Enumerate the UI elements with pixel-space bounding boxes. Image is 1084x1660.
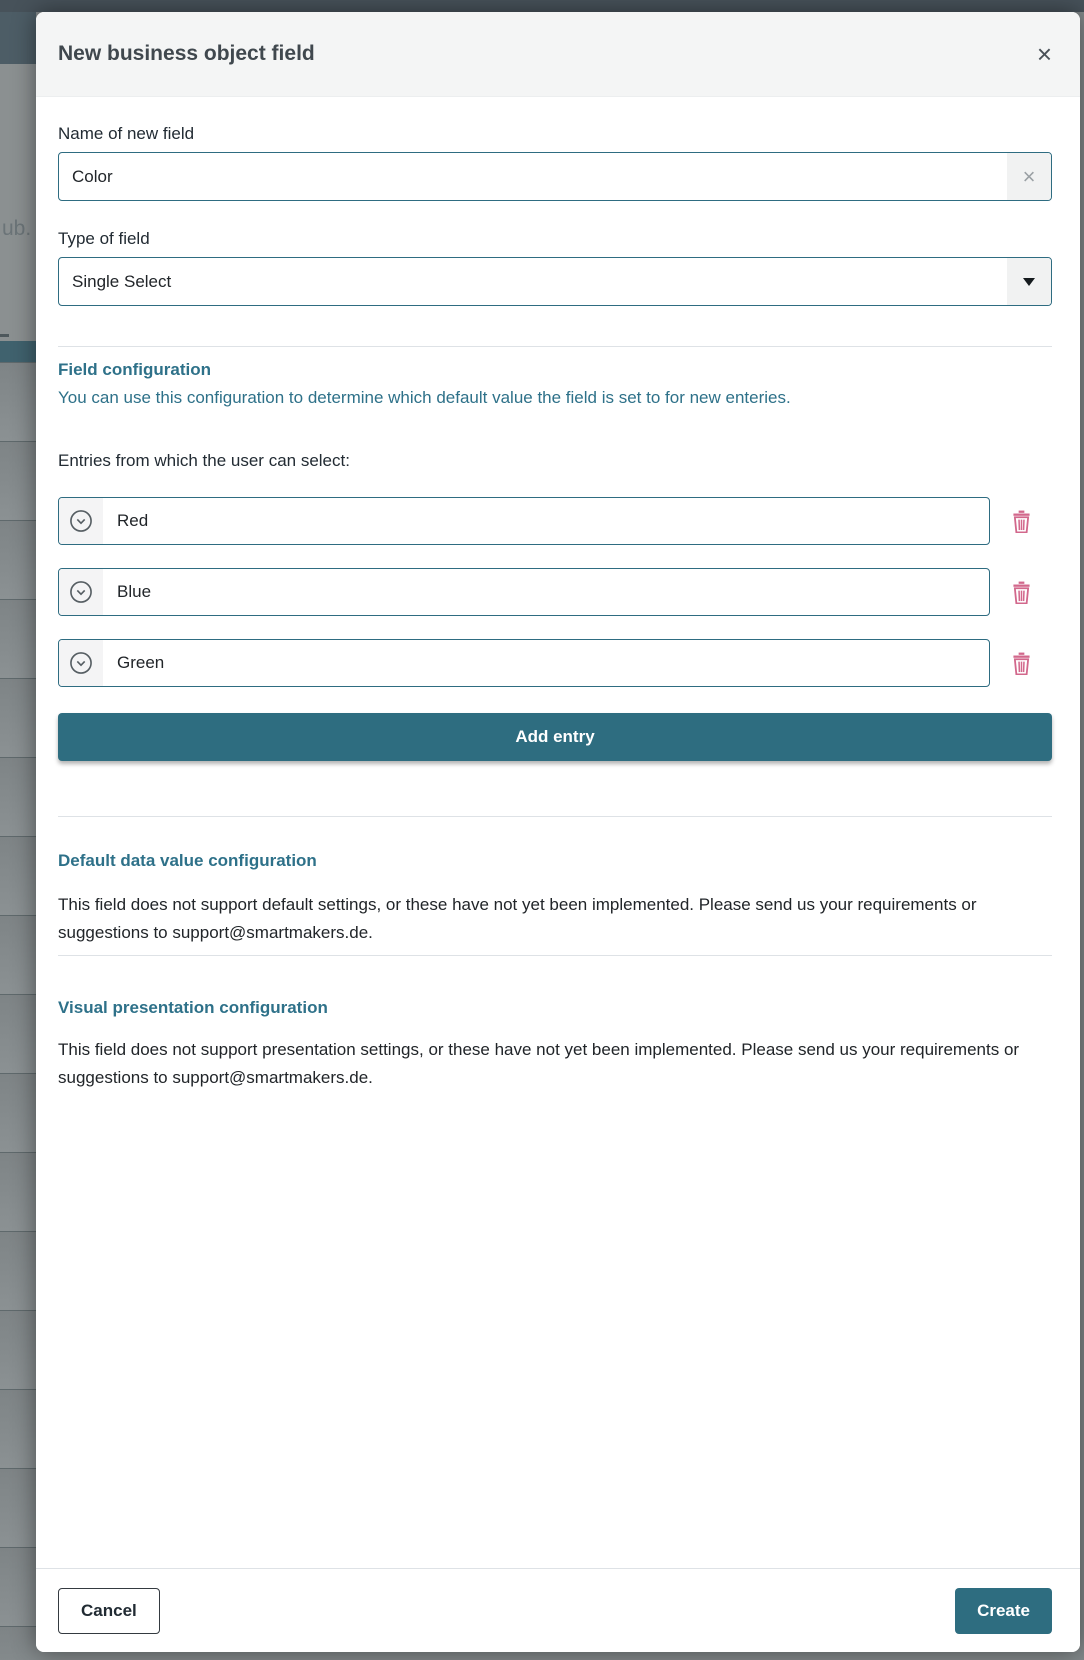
chevron-circle-icon [68, 650, 94, 676]
select-caret-area[interactable] [1007, 258, 1051, 305]
chevron-circle-icon [68, 508, 94, 534]
trash-icon [1012, 652, 1031, 675]
section-divider [58, 955, 1052, 956]
cancel-button[interactable]: Cancel [58, 1588, 160, 1634]
type-field-label: Type of field [58, 229, 150, 248]
entry-drag-addon[interactable] [59, 640, 103, 686]
entries-label: Entries from which the user can select: [58, 451, 350, 470]
create-button[interactable]: Create [955, 1588, 1052, 1634]
section-divider [58, 346, 1052, 347]
entry-row [58, 639, 1052, 687]
type-selected-value: Single Select [72, 271, 172, 291]
entry-row [58, 568, 1052, 616]
field-configuration-heading: Field configuration [58, 360, 211, 379]
clear-name-button[interactable] [1007, 153, 1051, 200]
delete-entry-button[interactable] [990, 510, 1052, 533]
delete-entry-button[interactable] [990, 652, 1052, 675]
entry-field [58, 639, 990, 687]
name-field [58, 152, 1052, 201]
visual-config-heading: Visual presentation configuration [58, 998, 328, 1017]
dialog-title: New business object field [58, 42, 315, 65]
name-input[interactable] [59, 153, 1007, 200]
dialog-footer [36, 1568, 1080, 1652]
background-left-column [0, 12, 36, 1660]
entry-field [58, 497, 990, 545]
background-partial-text: ub. [2, 217, 32, 240]
new-business-object-field-dialog [36, 12, 1080, 1652]
background-table-rows [0, 362, 36, 1660]
visual-config-description: This field does not support presentation settings, or these have not yet been implemented. Please send us your requirements or suggestions to support@smartmakers.de. [58, 1040, 1020, 1087]
background-dash [0, 334, 9, 337]
chevron-down-icon [1023, 278, 1035, 286]
background-header-band [0, 12, 36, 64]
section-divider [58, 816, 1052, 817]
chevron-circle-icon [68, 579, 94, 605]
type-of-field-select[interactable] [58, 257, 1052, 306]
entry-field [58, 568, 990, 616]
name-field-label: Name of new field [58, 124, 195, 143]
trash-icon [1012, 581, 1031, 604]
field-configuration-description: You can use this configuration to determine which default value the field is set to for new enteries. [58, 388, 791, 407]
default-config-heading: Default data value configuration [58, 851, 317, 870]
entry-drag-addon[interactable] [59, 498, 103, 544]
entry-input[interactable] [103, 640, 989, 686]
entry-row [58, 497, 1052, 545]
delete-entry-button[interactable] [990, 581, 1052, 604]
trash-icon [1012, 510, 1031, 533]
dialog-body [36, 97, 1080, 1091]
add-entry-button[interactable]: Add entry [58, 713, 1052, 761]
background-topbar [0, 0, 1084, 12]
dialog-header [36, 12, 1080, 97]
close-icon[interactable]: × [1036, 39, 1052, 69]
background-table-header-band [0, 341, 36, 362]
entry-input[interactable] [103, 569, 989, 615]
default-config-description: This field does not support default settings, or these have not yet been implemented. Please send us your requirements or suggestions to support@smartmakers.de. [58, 895, 977, 942]
entry-input[interactable] [103, 498, 989, 544]
entry-drag-addon[interactable] [59, 569, 103, 615]
clear-icon: × [1022, 163, 1036, 189]
